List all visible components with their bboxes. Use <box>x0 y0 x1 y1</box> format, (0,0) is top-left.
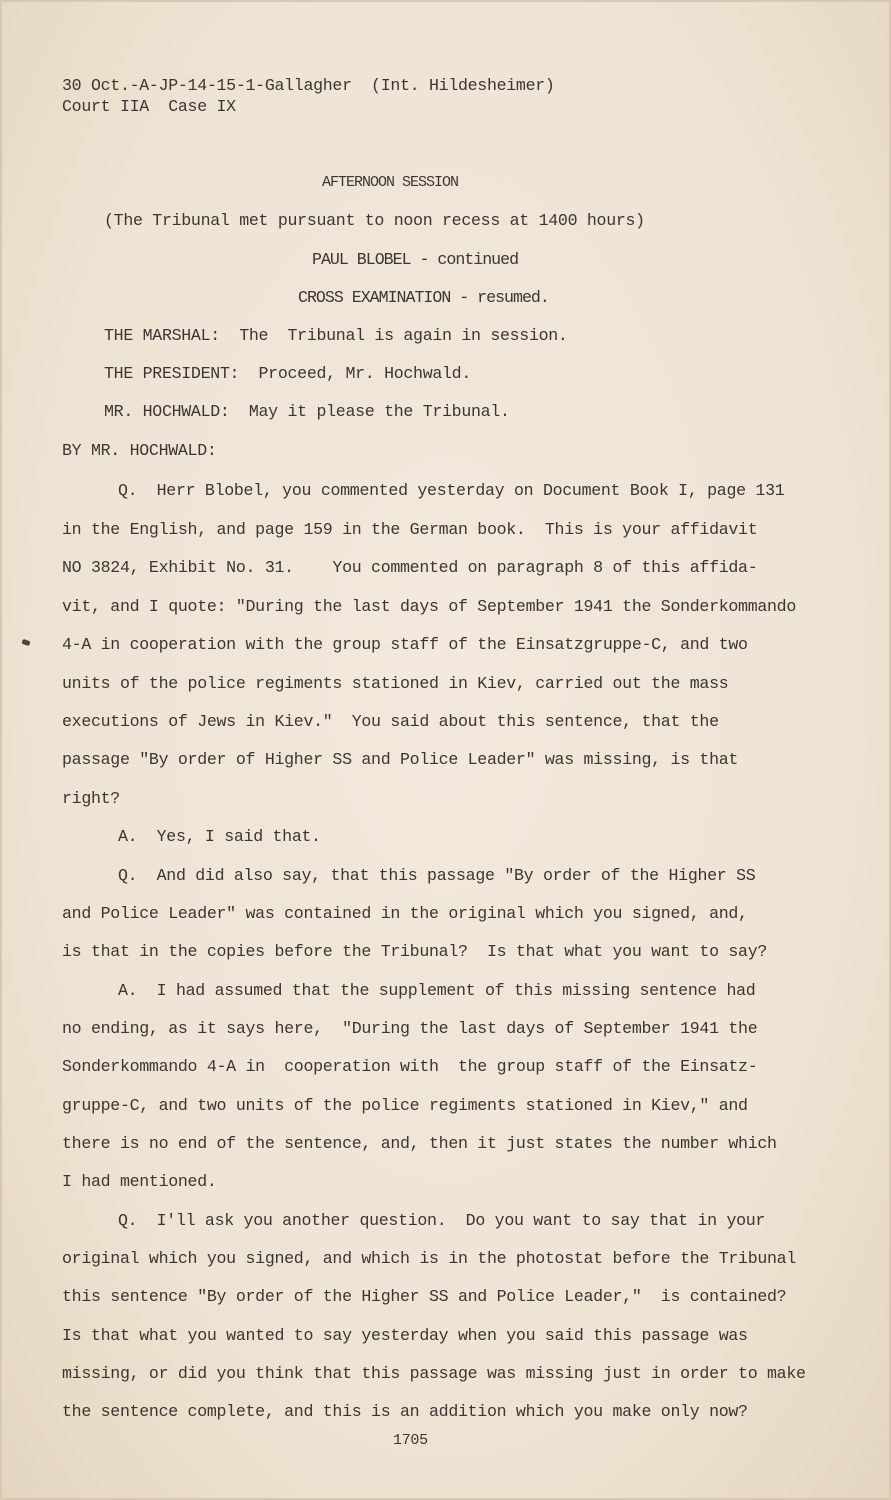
transcript-line: A. Yes, I said that. <box>118 827 321 846</box>
transcript-line: this sentence "By order of the Higher SS and Police Leader," is contained? <box>62 1287 787 1306</box>
transcript-line: THE MARSHAL: The Tribunal is again in session. <box>104 326 568 345</box>
transcript-line: no ending, as it says here, "During the last days of September 1941 the <box>62 1019 758 1038</box>
transcript-line: vit, and I quote: "During the last days of September 1941 the Sonderkommando <box>62 597 796 616</box>
transcript-line: passage "By order of Higher SS and Police Leader" was missing, is that <box>62 750 739 769</box>
transcript-line: 4-A in cooperation with the group staff of the Einsatzgruppe-C, and two <box>62 635 748 654</box>
witness-line: PAUL BLOBEL - continued <box>312 250 519 269</box>
transcript-line: the sentence complete, and this is an addition which you make only now? <box>62 1402 748 1421</box>
transcript-line: Q. Herr Blobel, you commented yesterday on Document Book I, page 131 <box>118 481 785 500</box>
transcript-line: in the English, and page 159 in the German book. This is your affidavit <box>62 520 758 539</box>
session-note: (The Tribunal met pursuant to noon recess at 1400 hours) <box>104 211 645 230</box>
page-number: 1705 <box>393 1432 428 1449</box>
transcript-line: units of the police regiments stationed in Kiev, carried out the mass <box>62 674 729 693</box>
header-line-1: 30 Oct.-A-JP-14-15-1-Gallagher (Int. Hildesheimer) <box>62 76 555 95</box>
transcript-line: I had mentioned. <box>62 1172 217 1191</box>
transcript-line: and Police Leader" was contained in the original which you signed, and, <box>62 904 748 923</box>
exam-line: CROSS EXAMINATION - resumed. <box>298 288 549 307</box>
transcript-line: gruppe-C, and two units of the police regiments stationed in Kiev," and <box>62 1096 748 1115</box>
header-line-2: Court IIA Case IX <box>62 97 236 116</box>
transcript-line: BY MR. HOCHWALD: <box>62 441 217 460</box>
transcript-line: NO 3824, Exhibit No. 31. You commented on paragraph 8 of this affida- <box>62 558 758 577</box>
transcript-line: A. I had assumed that the supplement of this missing sentence had <box>118 981 756 1000</box>
transcript-line: original which you signed, and which is in the photostat before the Tribunal <box>62 1249 796 1268</box>
transcript-line: Q. And did also say, that this passage "By order of the Higher SS <box>118 866 756 885</box>
transcript-line: missing, or did you think that this passage was missing just in order to make <box>62 1364 806 1383</box>
session-title: AFTERNOON SESSION <box>322 174 459 191</box>
transcript-line: THE PRESIDENT: Proceed, Mr. Hochwald. <box>104 364 471 383</box>
transcript-line: there is no end of the sentence, and, then it just states the number which <box>62 1134 777 1153</box>
transcript-line: Is that what you wanted to say yesterday when you said this passage was <box>62 1326 748 1345</box>
transcript-line: Sonderkommando 4-A in cooperation with the group staff of the Einsatz- <box>62 1057 758 1076</box>
transcript-line: Q. I'll ask you another question. Do you want to say that in your <box>118 1211 766 1230</box>
transcript-line: right? <box>62 789 120 808</box>
transcript-line: MR. HOCHWALD: May it please the Tribunal. <box>104 402 510 421</box>
transcript-line: is that in the copies before the Tribunal? Is that what you want to say? <box>62 942 768 961</box>
transcript-line: executions of Jews in Kiev." You said about this sentence, that the <box>62 712 719 731</box>
